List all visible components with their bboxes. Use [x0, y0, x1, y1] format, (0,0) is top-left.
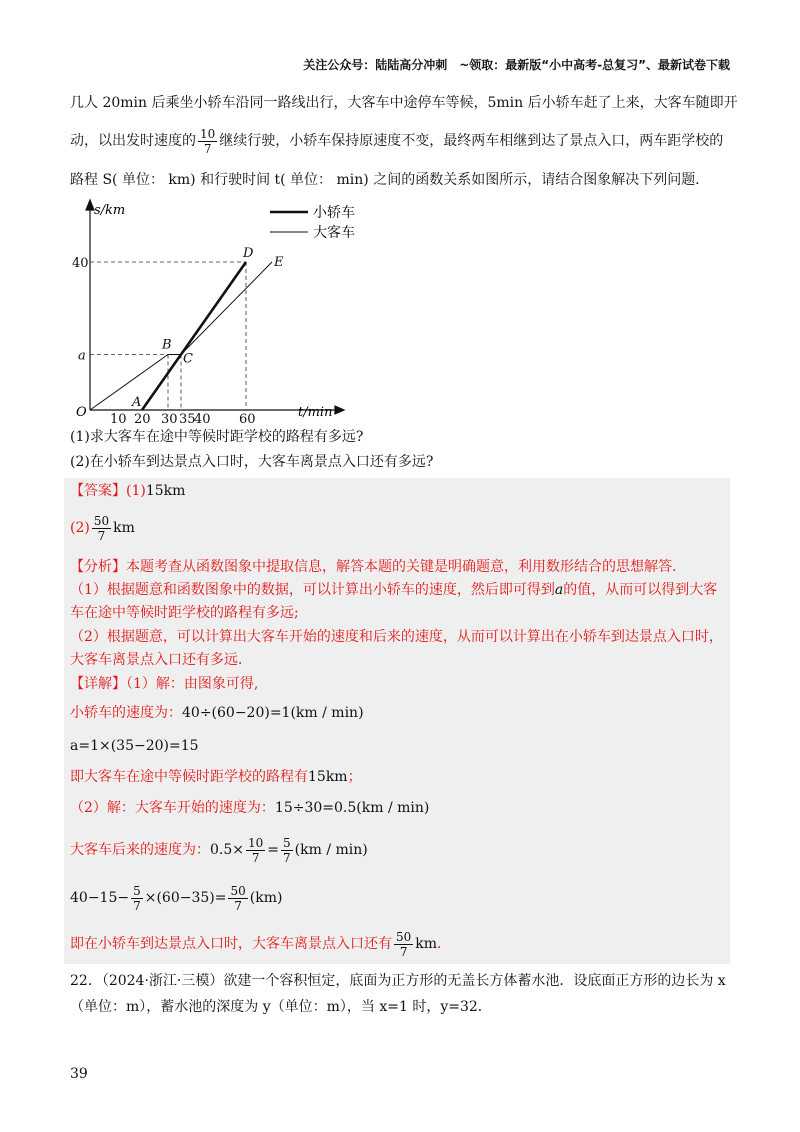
page-number: 39	[70, 1066, 88, 1082]
remain-unit: (km)	[249, 890, 283, 906]
analysis-tag: 【分析】	[70, 559, 126, 575]
next-question-line-2: （单位：m），蓄水池的深度为 y（单位：m），当 x=1 时，y=32．	[70, 999, 492, 1015]
detail-conclusion-1	[70, 767, 735, 787]
distance-time-graph	[70, 198, 370, 424]
next-question-line-1: 22．（2024·浙江·三模）欲建一个容积恒定，底面为正方形的无盖长方体蓄水池．设底面正方形的边长为 x	[70, 973, 726, 989]
remain-fraction-2: $\frac{50}{7}$	[230, 883, 246, 913]
intro-line-2-start: 动，以出发时速度的	[70, 133, 196, 149]
analysis-line-5: 大客车离景点入口还有多远．	[70, 652, 252, 668]
x-tick-30: 30	[161, 412, 178, 424]
car-speed-label: 小轿车的速度为：	[70, 705, 182, 721]
detail-line-1	[70, 674, 735, 694]
car-speed-expr: 40÷(60−20)=1(km / min)	[182, 705, 364, 721]
y-tick-40: 40	[72, 256, 89, 271]
answer-line-1	[70, 481, 735, 501]
analysis-line-1	[70, 557, 735, 577]
legend-car-label: 小轿车	[313, 205, 355, 221]
x-axis-label: t/min	[298, 405, 333, 420]
question-2: (2)在小轿车到达景点入口时，大客车离景点入口还有多远?	[70, 454, 434, 470]
point-label-C: C	[183, 351, 193, 367]
detail-conclusion-2	[70, 926, 735, 962]
bus-later-label: 大客车后来的速度为：	[70, 842, 210, 858]
answer-2-unit: km	[113, 520, 135, 536]
bus-line	[90, 262, 272, 410]
intro-line-2-end: 继续行驶，小轿车保持原速度不变，最终两车相继到达了景点入口，两车距学校的	[219, 133, 724, 149]
y-tick-a: a	[78, 348, 86, 364]
conclusion-2-unit: km	[415, 936, 438, 952]
y-axis-arrow	[86, 200, 94, 210]
answer-line-2	[70, 510, 735, 546]
answer-1-prefix: (1)	[126, 483, 146, 499]
point-label-A: A	[132, 395, 142, 410]
remain-fraction-1: $\frac{5}{7}$	[133, 883, 141, 913]
legend-bus-label: 大客车	[313, 225, 355, 241]
bus-start-label: （2）解：大客车开始的速度为：	[70, 800, 275, 816]
analysis-text-2a: （1）根据题意和函数图象中的数据，可以计算出小轿车的速度，然后即可得到	[70, 582, 555, 598]
analysis-text-1: 本题考查从函数图象中提取信息，解答本题的关键是明确题意，利用数形结合的思想解答．	[126, 559, 686, 575]
conclusion-1-value: 15km	[308, 769, 348, 785]
point-label-B: B	[162, 337, 172, 353]
bus-later-fraction-2: $\frac{5}{7}$	[283, 835, 291, 865]
x-tick-40: 40	[194, 412, 211, 424]
analysis-text-2b: 的值，从而可以得到大客	[563, 582, 718, 598]
detail-bus-start	[70, 798, 735, 818]
conclusion-2-text: 即在小轿车到达景点入口时，大客车离景点入口还有	[70, 936, 392, 952]
analysis-line-4: （2）根据题意，可以计算出大客车开始的速度和后来的速度，从而可以计算出在小轿车到达景点入口时，	[70, 629, 723, 645]
detail-remain	[70, 880, 735, 916]
detail-bus-later	[70, 832, 735, 868]
page-header: 关注公众号：陆陆高分冲刺 ~领取：最新版“小中高考-总复习”、最新试卷下载	[303, 58, 730, 72]
bus-later-unit: (km / min)	[294, 842, 368, 858]
answer-2-prefix: (2)	[70, 520, 90, 536]
x-tick-20: 20	[134, 412, 151, 424]
bus-later-fraction-1: $\frac{10}{7}$	[248, 835, 264, 865]
detail-a-expr: a=1×(35−20)=15	[70, 738, 199, 754]
bus-later-pre: 0.5×	[210, 842, 244, 858]
answer-1-value: 15km	[145, 483, 186, 499]
intro-line-1: 几人 20min 后乘坐小轿车沿同一路线出行，大客车中途停车等候，5min 后小轿车赶了上来，大客车随即开	[70, 95, 738, 111]
detail-tag: 【详解】	[70, 676, 126, 692]
analysis-line-3: 车在途中等候时距学校的路程有多远;	[70, 605, 299, 621]
answer-tag: 【答案】	[70, 483, 126, 499]
remain-mid: ×(60−35)=	[144, 890, 227, 906]
series-lines	[90, 262, 272, 410]
point-label-D: D	[243, 246, 254, 261]
x-tick-10: 10	[110, 412, 127, 424]
detail-intro: （1）解：由图象可得,	[126, 676, 259, 692]
question-1: (1)求大客车在途中等候时距学校的路程有多远?	[70, 429, 364, 445]
analysis-line-2	[70, 580, 735, 600]
x-tick-60: 60	[239, 412, 256, 424]
point-label-E: E	[274, 255, 284, 270]
speed-ratio-fraction: $\frac{10}{7}$	[200, 126, 216, 156]
intro-line-2	[70, 124, 735, 158]
x-tick-35: 35	[179, 412, 196, 424]
conclusion-2-fraction: $\frac{50}{7}$	[396, 929, 412, 959]
detail-car-speed	[70, 703, 735, 723]
guide-lines	[90, 262, 246, 410]
analysis-var-a: a	[554, 582, 564, 598]
bus-start-expr: 15÷30=0.5(km / min)	[274, 800, 430, 816]
conclusion-1-text: 即大客车在途中等候时距学校的路程有	[70, 769, 308, 785]
conclusion-2-end: ．	[437, 936, 452, 952]
conclusion-1-end: ；	[347, 769, 362, 785]
intro-line-3: 路程 S( 单位： km) 和行驶时间 t( 单位： min) 之间的函数关系如图所示，请结合图象解决下列问题．	[70, 172, 710, 188]
car-line	[142, 262, 246, 410]
y-axis-label: s/km	[94, 203, 126, 218]
remain-pre: 40−15−	[70, 890, 130, 906]
x-axis-arrow	[335, 406, 344, 414]
origin-label: O	[76, 405, 87, 420]
answer-2-fraction: $\frac{50}{7}$	[93, 513, 110, 543]
bus-later-eq: =	[267, 842, 280, 858]
